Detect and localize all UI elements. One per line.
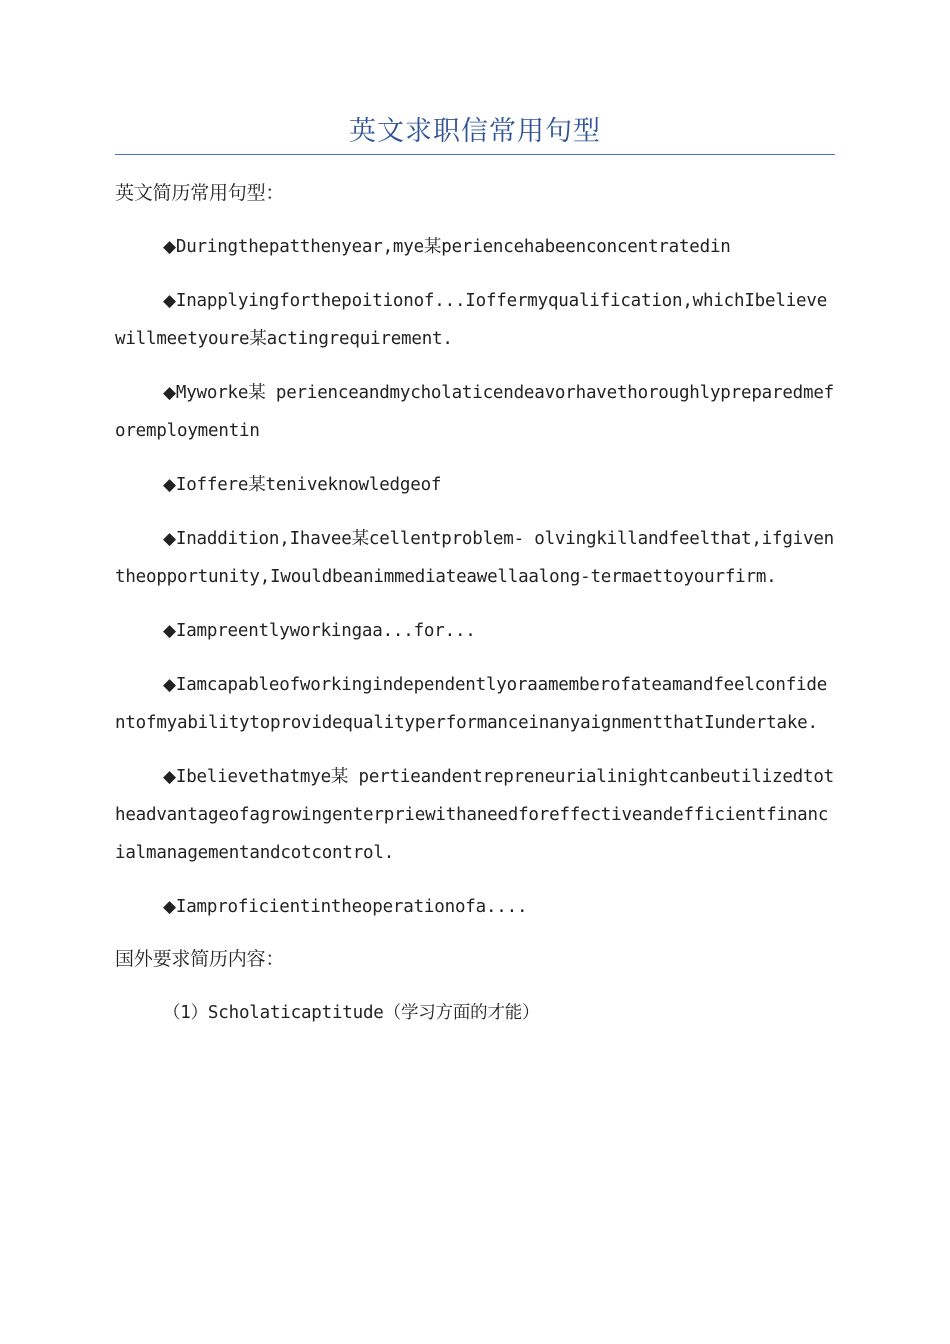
bullet-item [115,282,835,358]
bullet-text: Myworke某 perienceandmycholaticendeavorhavethoroughlypreparedmeforemploymentin [115,383,835,441]
diamond-bullet-icon: ◆ [163,675,176,695]
bullet-text: Iampreentlyworkingaa...for... [175,621,476,641]
diamond-bullet-icon: ◆ [163,237,176,257]
bullet-text: IamcapableofworkingindependentlyoraamemberofateamandfeelconfidentofmyabilitytoprovidequalityperformanceinanyaignmentthatIundertake. [115,675,828,733]
bullet-item [115,888,835,926]
bullet-item [115,758,835,872]
bullet-text: Inapplyingforthepoitionof...Ioffermyqualification,whichIbelievewillmeetyoure某actingrequirement. [115,291,828,349]
section-heading-foreign-resume: 国外要求简历内容： [115,948,285,970]
bullet-text: Ibelievethatmye某 pertieandentrepreneurialinightcanbeutilizedtotheadvantageofagrowingenterpriewithaneedforeffectiveandefficientfinancialmanagementandcotcontrol. [115,767,835,863]
diamond-bullet-icon: ◆ [163,529,176,549]
bullet-text: Iamproficientintheoperationofa.... [175,897,528,917]
diamond-bullet-icon: ◆ [163,291,176,311]
bullet-text: Duringthepatthenyear,mye某periencehabeenconcentratedin [175,237,731,257]
diamond-bullet-icon: ◆ [163,383,176,403]
bullet-item [115,612,835,650]
section-heading-resume-phrases: 英文简历常用句型： [115,182,285,204]
diamond-bullet-icon: ◆ [163,475,176,495]
diamond-bullet-icon: ◆ [163,767,176,787]
bullet-item [115,666,835,742]
bullet-text: Ioffere某teniveknowledgeof [175,475,442,495]
numbered-item: （1）Scholaticaptitude（学习方面的才能） [163,1003,540,1023]
diamond-bullet-icon: ◆ [163,621,176,641]
diamond-bullet-icon: ◆ [163,897,176,917]
bullet-item [115,520,835,596]
bullet-item [115,466,835,504]
bullet-text: Inaddition,Ihavee某cellentproblem- olvingkillandfeelthat,ifgiventheopportunity,Iwouldbeanimmediateawellaalong-termaettoyourfirm. [115,529,835,587]
bullet-item [115,374,835,450]
document-body [115,174,835,1048]
document-title: 英文求职信常用句型 [349,116,601,147]
title-underline [115,154,835,155]
bullet-item [115,228,835,266]
